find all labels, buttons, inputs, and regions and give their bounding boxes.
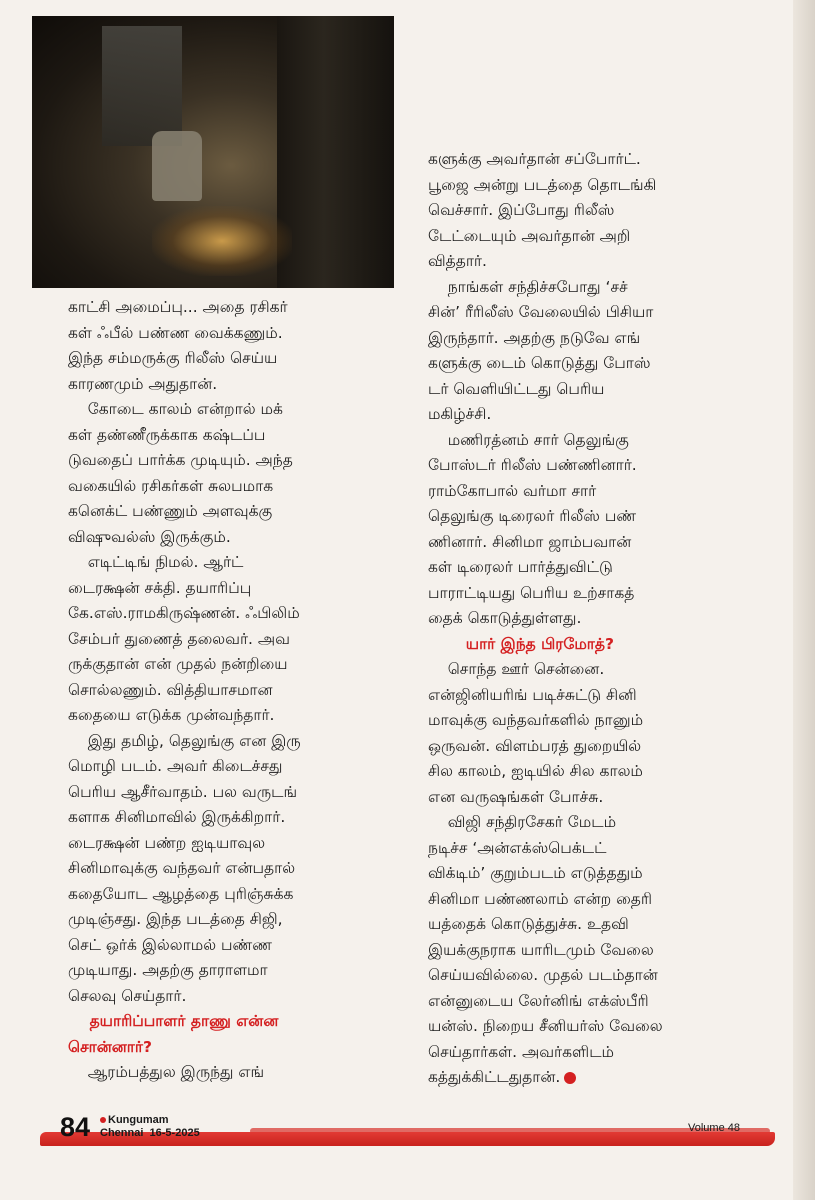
text-line: ஆரம்பத்துல இருந்து எங் bbox=[68, 1063, 265, 1081]
text-line: சினிமா பண்ணலாம் என்ற தைரி bbox=[428, 889, 653, 908]
text-line: காட்சி அமைப்பு... அதை ரசிகர் bbox=[68, 298, 288, 316]
brand-name: Kungumam bbox=[108, 1114, 169, 1126]
text-line: முடிஞ்சது. இந்த படத்தை சிஜி, bbox=[68, 910, 283, 928]
text-line: கள் ஃபீல் பண்ண வைக்கணும். bbox=[68, 323, 283, 342]
text-line: விக்டிம்’ குறும்படம் எடுத்ததும் bbox=[428, 864, 643, 882]
right-text-column bbox=[428, 147, 788, 1091]
film-still-photo bbox=[32, 16, 394, 288]
text-line: களாக சினிமாவில் இருக்கிறார். bbox=[68, 808, 286, 826]
text-line: எடிட்டிங் நிமல். ஆர்ட் bbox=[68, 553, 244, 571]
text-line: களுக்கு டைம் கொடுத்து போஸ் bbox=[428, 354, 651, 372]
text-line: கத்துக்கிட்டதுதான். bbox=[428, 1068, 561, 1086]
text-line: டைரக்ஷன் சக்தி. தயாரிப்பு bbox=[68, 578, 252, 597]
text-line: கள் தண்ணீருக்காக கஷ்டப்ப bbox=[68, 425, 266, 444]
subheading-line: தயாரிப்பாளர் தாணு என்ன bbox=[68, 1012, 279, 1030]
text-line: வித்தார். bbox=[428, 252, 487, 270]
end-mark-icon bbox=[564, 1072, 576, 1084]
subheading-line: சொன்னார்? bbox=[68, 1037, 152, 1056]
photo-chair bbox=[152, 131, 202, 201]
text-line: தைக் கொடுத்துள்ளது. bbox=[428, 609, 582, 627]
text-line: மணிரத்னம் சார் தெலுங்கு bbox=[428, 430, 629, 449]
text-line: சில காலம், ஐடியில் சில காலம் bbox=[428, 762, 643, 780]
text-line: என்னுடைய லேர்னிங் எக்ஸ்பீரி bbox=[428, 991, 649, 1010]
text-line: செய்தார்கள். அவர்களிடம் bbox=[428, 1042, 614, 1061]
brand-dot-icon bbox=[100, 1117, 106, 1123]
text-line: காரணமும் அதுதான். bbox=[68, 374, 218, 393]
text-line: இந்த சம்மருக்கு ரிலீஸ் செய்ய bbox=[68, 349, 278, 367]
text-line: டைரக்ஷன் பண்ற ஐடியாவுல bbox=[68, 833, 266, 852]
page-edge-shadow bbox=[793, 0, 815, 1200]
page-number: 84 bbox=[60, 1112, 91, 1142]
text-line: சேம்பர் துணைத் தலைவர். அவ bbox=[68, 629, 290, 648]
text-line: பாராட்டியது பெரிய உற்சாகத் bbox=[428, 583, 635, 602]
text-line: கள் டிரைலர் பார்த்துவிட்டு bbox=[428, 558, 613, 576]
text-line: பெரிய ஆசீர்வாதம். பல வருடங் bbox=[68, 782, 298, 801]
text-line: செலவு செய்தார். bbox=[68, 986, 187, 1005]
text-line: சினிமாவுக்கு வந்தவர் என்பதால் bbox=[68, 859, 296, 877]
text-line: கதையை எடுக்க முன்வந்தார். bbox=[68, 706, 275, 724]
text-line-end bbox=[428, 1065, 788, 1091]
text-line: வெச்சார். இப்போது ரிலீஸ் bbox=[428, 201, 615, 219]
text-line: நடிச்ச ‘அன்எக்ஸ்பெக்டட் bbox=[428, 838, 607, 857]
text-line: கதையோட ஆழத்தை புரிஞ்சுக்க bbox=[68, 884, 294, 903]
text-line: கே.எஸ்.ராமகிருஷ்ணன். ஃபிலிம் bbox=[68, 604, 300, 622]
text-line: கனெக்ட் பண்ணும் அளவுக்கு bbox=[68, 502, 273, 520]
text-line: மொழி படம். அவர் கிடைச்சது bbox=[68, 757, 283, 775]
text-line: யத்தைக் கொடுத்துச்சு. உதவி bbox=[428, 915, 629, 933]
text-line: யன்ஸ். நிறைய சீனியர்ஸ் வேலை bbox=[428, 1017, 663, 1035]
magazine-brand bbox=[100, 1114, 200, 1140]
text-line: என்ஜினியரிங் படிச்சுட்டு சினி bbox=[428, 685, 637, 704]
text-line: டர் வெளியிட்டது பெரிய bbox=[428, 379, 605, 398]
brand-city: Chennai bbox=[100, 1127, 144, 1139]
text-line: செட் ஒர்க் இல்லாமல் பண்ண bbox=[68, 935, 272, 954]
text-line: முடியாது. அதற்கு தாராளமா bbox=[68, 961, 268, 979]
issue-date: 16-5-2025 bbox=[149, 1127, 200, 1139]
text-line: சொல்லணும். வித்தியாசமான bbox=[68, 680, 273, 699]
text-line: விஜி சந்திரசேகர் மேடம் bbox=[428, 813, 617, 831]
text-line: இயக்குநராக யாரிடமும் வேலை bbox=[428, 940, 654, 959]
text-line: ருக்குதான் என் முதல் நன்றியை bbox=[68, 655, 288, 673]
text-line: களுக்கு அவர்தான் சப்போர்ட். bbox=[428, 150, 641, 168]
text-line: மகிழ்ச்சி. bbox=[428, 405, 492, 423]
photo-wall bbox=[102, 26, 182, 146]
text-line: பூஜை அன்று படத்தை தொடங்கி bbox=[428, 175, 657, 194]
subheading-line: யார் இந்த பிரமோத்? bbox=[428, 634, 614, 653]
text-line: மாவுக்கு வந்தவர்களில் நானும் bbox=[428, 711, 644, 729]
text-line: டுவதைப் பார்க்க முடியும். அந்த bbox=[68, 451, 293, 469]
photo-light-glow bbox=[152, 206, 292, 276]
left-text-column bbox=[68, 295, 398, 1086]
text-line: டேட்டையும் அவர்தான் அறி bbox=[428, 226, 631, 245]
text-line: இது தமிழ், தெலுங்கு என இரு bbox=[68, 731, 301, 750]
photo-doorway bbox=[277, 16, 394, 288]
text-line: ஒருவன். விளம்பரத் துறையில் bbox=[428, 736, 642, 755]
text-line: சின்’ ரீரிலீஸ் வேலையில் பிசியா bbox=[428, 303, 654, 321]
text-line: ராம்கோபால் வர்மா சார் bbox=[428, 481, 597, 500]
text-line: விஷுவல்ஸ் இருக்கும். bbox=[68, 527, 231, 546]
text-line: நாங்கள் சந்திச்சபோது ‘சச் bbox=[428, 277, 628, 296]
text-line: செய்யவில்லை. முதல் படம்தான் bbox=[428, 966, 658, 984]
text-line: ணினார். சினிமா ஜாம்பவான் bbox=[428, 532, 632, 551]
volume-label: Volume 48 bbox=[688, 1122, 740, 1134]
text-line: கோடை காலம் என்றால் மக் bbox=[68, 400, 283, 418]
text-line: தெலுங்கு டிரைலர் ரிலீஸ் பண் bbox=[428, 507, 637, 525]
text-line: சொந்த ஊர் சென்னை. bbox=[428, 660, 605, 678]
text-line: போஸ்டர் ரிலீஸ் பண்ணினார். bbox=[428, 456, 637, 474]
text-line: இருந்தார். அதற்கு நடுவே எங் bbox=[428, 328, 641, 347]
text-line: என வருஷங்கள் போச்சு. bbox=[428, 787, 604, 806]
text-line: வகையில் ரசிகர்கள் சுலபமாக bbox=[68, 476, 274, 495]
